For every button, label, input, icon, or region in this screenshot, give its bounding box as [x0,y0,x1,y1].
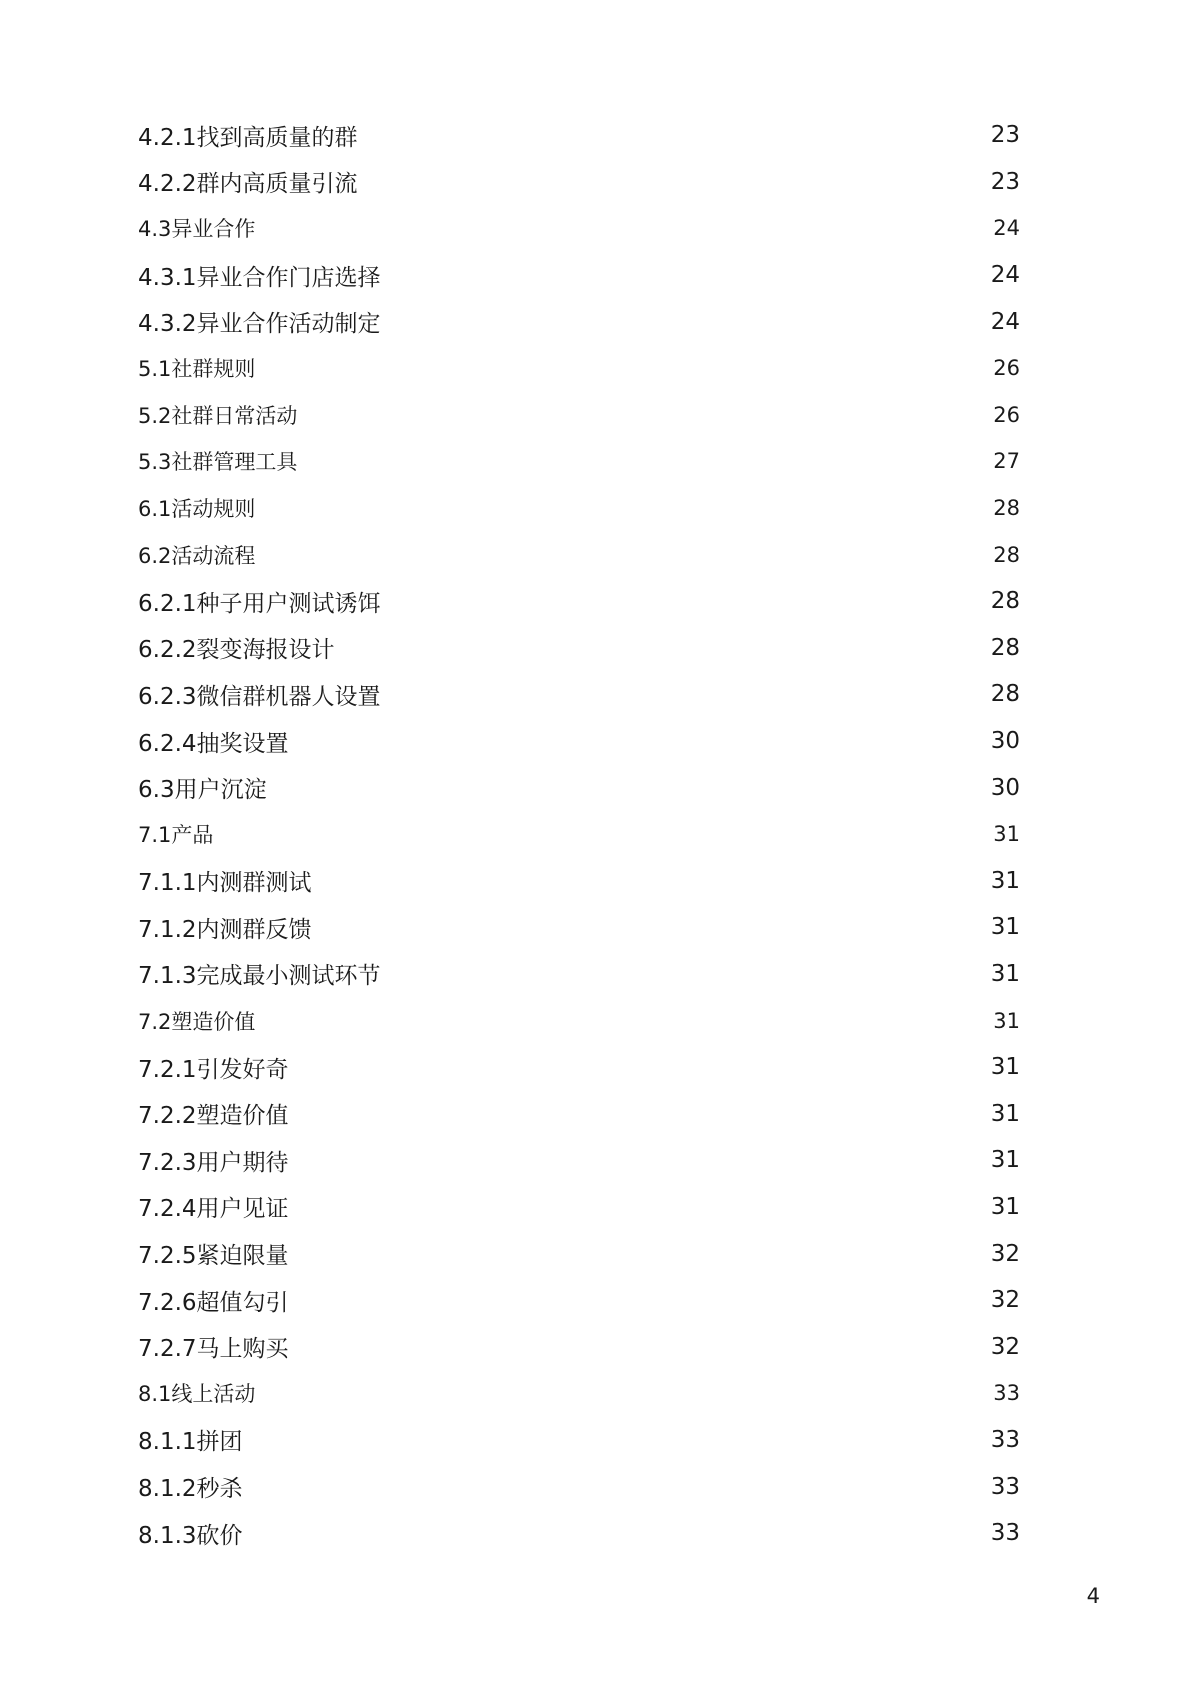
toc-entry-title: 6.2.3微信群机器人设置 [138,683,381,710]
toc-entry[interactable] [138,1230,1020,1277]
toc-entry[interactable] [138,345,1020,392]
toc-entry-title: 4.2.1找到高质量的群 [138,124,358,151]
toc-entry[interactable] [138,578,1020,625]
toc-entry[interactable] [138,252,1020,299]
toc-entry-title: 6.2.2裂变海报设计 [138,637,335,664]
toc-entry-title: 7.1.1内测群测试 [138,870,312,897]
toc-entry[interactable] [138,671,1020,718]
toc-entry-page-number: 28 [993,496,1020,521]
toc-entry-page-number: 28 [990,588,1020,615]
toc-entry-page-number: 24 [993,216,1020,241]
toc-entry-page-number: 24 [990,262,1020,289]
toc-entry-page-number: 33 [990,1473,1020,1500]
toc-entry-page-number: 33 [993,1381,1020,1406]
toc-entry[interactable] [138,1137,1020,1184]
toc-entry[interactable] [138,1510,1020,1557]
toc-entry[interactable] [138,718,1020,765]
toc-entry-page-number: 31 [993,822,1020,847]
toc-entry-title: 7.2.6超值勾引 [138,1289,289,1316]
toc-entry-title: 6.3用户沉淀 [138,777,267,804]
toc-entry-page-number: 31 [990,1193,1020,1220]
toc-entry[interactable] [138,764,1020,811]
toc-entry-title: 4.3.2异业合作活动制定 [138,311,381,338]
toc-entry-title: 6.2.1种子用户测试诱饵 [138,590,381,617]
toc-entry[interactable] [138,205,1020,252]
page-number: 4 [1086,1584,1100,1608]
toc-entry[interactable] [138,625,1020,672]
toc-entry-page-number: 30 [990,728,1020,755]
toc-entry-page-number: 31 [990,1054,1020,1081]
toc-entry[interactable] [138,951,1020,998]
toc-entry-page-number: 27 [993,449,1020,474]
toc-entry[interactable] [138,531,1020,578]
toc-entry-title: 7.1.2内测群反馈 [138,916,312,943]
toc-entry-page-number: 33 [990,1426,1020,1453]
toc-entry-title: 7.1产品 [138,823,214,848]
toc-entry[interactable] [138,112,1020,159]
toc-entry-page-number: 28 [990,634,1020,661]
toc-entry-page-number: 23 [990,168,1020,195]
toc-entry-page-number: 30 [990,774,1020,801]
toc-entry-page-number: 31 [993,1008,1020,1033]
toc-entry-title: 4.3.1异业合作门店选择 [138,264,381,291]
toc-entry-page-number: 33 [990,1520,1020,1547]
toc-entry-title: 6.2.4抽奖设置 [138,730,289,757]
toc-entry[interactable] [138,1277,1020,1324]
toc-entry[interactable] [138,159,1020,206]
toc-entry-page-number: 24 [990,308,1020,335]
toc-entry[interactable] [138,1323,1020,1370]
toc-entry[interactable] [138,298,1020,345]
toc-entry-page-number: 26 [993,356,1020,381]
toc-entry-title: 7.2.1引发好奇 [138,1056,289,1083]
table-of-contents [138,112,1020,1556]
toc-entry-title: 8.1线上活动 [138,1382,256,1407]
toc-entry[interactable] [138,1370,1020,1417]
toc-entry-page-number: 31 [990,914,1020,941]
toc-entry-page-number: 31 [990,867,1020,894]
toc-entry-title: 7.1.3完成最小测试环节 [138,963,381,990]
toc-entry-page-number: 26 [993,402,1020,427]
toc-entry-page-number: 32 [990,1240,1020,1267]
toc-entry-title: 7.2.5紧迫限量 [138,1243,289,1270]
toc-entry[interactable] [138,858,1020,905]
toc-entry-title: 7.2.4用户见证 [138,1196,289,1223]
toc-entry-title: 7.2.3用户期待 [138,1149,289,1176]
toc-entry[interactable] [138,1463,1020,1510]
toc-entry-title: 8.1.1拼团 [138,1429,243,1456]
toc-entry-page-number: 31 [990,1100,1020,1127]
toc-entry-page-number: 23 [990,122,1020,149]
toc-entry[interactable] [138,1417,1020,1464]
toc-entry-page-number: 28 [990,681,1020,708]
toc-entry-title: 7.2塑造价值 [138,1009,256,1034]
toc-entry[interactable] [138,1090,1020,1137]
toc-entry-title: 8.1.3砍价 [138,1522,243,1549]
toc-entry-title: 4.3异业合作 [138,217,256,242]
toc-entry[interactable] [138,904,1020,951]
toc-entry[interactable] [138,997,1020,1044]
toc-entry-title: 4.2.2群内高质量引流 [138,171,358,198]
toc-entry-title: 7.2.2塑造价值 [138,1103,289,1130]
toc-entry-page-number: 31 [990,960,1020,987]
toc-entry-page-number: 28 [993,542,1020,567]
toc-entry-title: 5.3社群管理工具 [138,450,298,475]
toc-entry-title: 5.1社群规则 [138,357,256,382]
toc-entry-page-number: 32 [990,1333,1020,1360]
toc-entry[interactable] [138,1044,1020,1091]
toc-entry[interactable] [138,811,1020,858]
toc-entry-title: 7.2.7马上购买 [138,1336,289,1363]
toc-entry[interactable] [138,438,1020,485]
toc-entry-title: 6.2活动流程 [138,543,256,568]
toc-entry-title: 6.1活动规则 [138,497,256,522]
toc-entry[interactable] [138,1184,1020,1231]
toc-entry-page-number: 32 [990,1287,1020,1314]
toc-entry-title: 8.1.2秒杀 [138,1476,243,1503]
toc-entry-title: 5.2社群日常活动 [138,403,298,428]
toc-entry[interactable] [138,485,1020,532]
toc-entry[interactable] [138,392,1020,439]
toc-entry-page-number: 31 [990,1147,1020,1174]
